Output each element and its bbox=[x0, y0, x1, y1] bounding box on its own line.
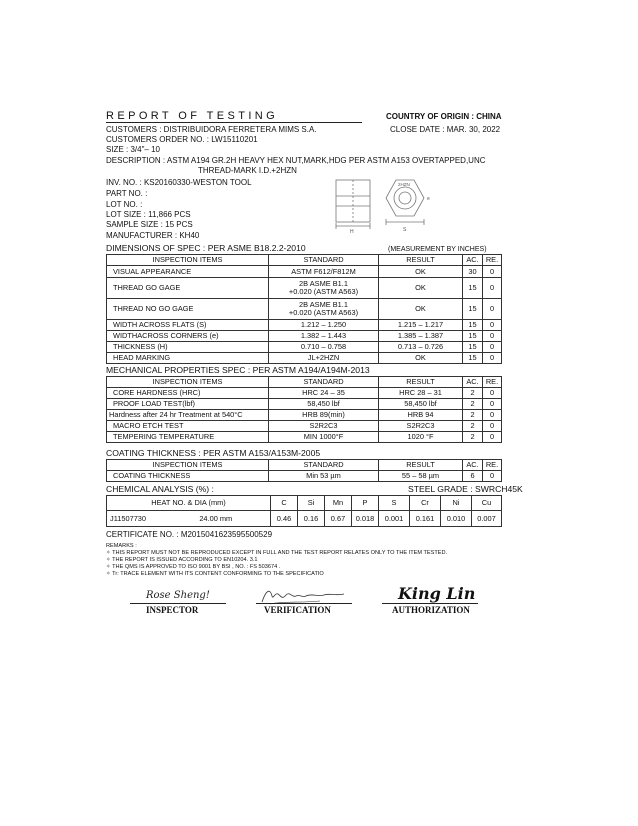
inspector-line bbox=[130, 603, 226, 604]
lot-size: LOT SIZE : 11,866 PCS bbox=[106, 210, 191, 219]
table-header-row bbox=[107, 255, 502, 266]
cell-ac: 2 bbox=[463, 432, 483, 443]
authorization-signature: King Lin bbox=[398, 584, 476, 603]
cell-re: 0 bbox=[483, 432, 502, 443]
column-header: Cu bbox=[472, 496, 502, 511]
remark-line bbox=[106, 557, 258, 564]
cell-re: 0 bbox=[483, 410, 502, 421]
manufacturer: MANUFACTURER : KH40 bbox=[106, 231, 200, 240]
column-header: C bbox=[271, 496, 298, 511]
table-header-row bbox=[107, 377, 502, 388]
cell-standard: Min 53 µm bbox=[269, 471, 379, 482]
coating-table bbox=[106, 459, 502, 482]
cell-item: TEMPERING TEMPERATURE bbox=[107, 432, 269, 443]
value-ni: 0.010 bbox=[441, 511, 472, 527]
verification-label: VERIFICATION bbox=[264, 605, 331, 615]
remark-text: THE REPORT IS ISSUED ACCORDING TO EN10204. 3.1 bbox=[112, 557, 258, 563]
cell-result: 1020 °F bbox=[379, 432, 463, 443]
sample-size: SAMPLE SIZE : 15 PCS bbox=[106, 220, 193, 229]
cell-item: WIDTH ACROSS FLATS (S) bbox=[107, 320, 269, 331]
cell-standard: JL+2HZN bbox=[269, 353, 379, 364]
customers: CUSTOMERS : DISTRIBUIDORA FERRETERA MIMS S.A. bbox=[106, 125, 317, 134]
cell-ac: 15 bbox=[463, 299, 483, 320]
mechanical-table bbox=[106, 376, 502, 443]
mark-label: 2HZN bbox=[398, 182, 410, 187]
remark-line bbox=[106, 571, 324, 578]
table-row bbox=[107, 320, 502, 331]
verification-line bbox=[256, 603, 352, 604]
cell-re: 0 bbox=[483, 278, 502, 299]
cell-re: 0 bbox=[483, 399, 502, 410]
size: SIZE : 3/4"– 10 bbox=[106, 145, 160, 154]
cell-item: COATING THICKNESS bbox=[107, 471, 269, 482]
label-h: H bbox=[350, 229, 354, 235]
steel-grade: STEEL GRADE : SWRCH45K bbox=[408, 484, 523, 494]
standard-line-1: 2B ASME B1.1 bbox=[299, 279, 348, 288]
remarks-heading: REMARKS : bbox=[106, 543, 137, 549]
cell-result: OK bbox=[379, 266, 463, 278]
column-header: RESULT bbox=[379, 460, 463, 471]
chemical-heading: CHEMICAL ANALYSIS (%) : bbox=[106, 484, 214, 494]
cell-re: 0 bbox=[483, 342, 502, 353]
remark-text: THE QMS IS APPROVED TO ISO 9001 BY BSI , NO. : FS 503674 . bbox=[112, 564, 281, 570]
cell-re: 0 bbox=[483, 421, 502, 432]
cell-standard: 1.212 – 1.250 bbox=[269, 320, 379, 331]
nut-side-view bbox=[336, 180, 370, 229]
table-row bbox=[107, 331, 502, 342]
column-header: RE. bbox=[483, 255, 502, 266]
dimensions-table bbox=[106, 254, 502, 364]
column-header: Cr bbox=[410, 496, 441, 511]
cell-result: OK bbox=[379, 299, 463, 320]
inspector-label: INSPECTOR bbox=[146, 605, 199, 615]
cell-result: 1.215 – 1.217 bbox=[379, 320, 463, 331]
cell-re: 0 bbox=[483, 320, 502, 331]
table-header-row bbox=[107, 460, 502, 471]
cell-standard: 0.710 – 0.758 bbox=[269, 342, 379, 353]
cell-result: HRB 94 bbox=[379, 410, 463, 421]
label-e: e bbox=[427, 196, 430, 202]
cell-item: MACRO ETCH TEST bbox=[107, 421, 269, 432]
table-row bbox=[107, 511, 502, 527]
dimensions-heading: DIMENSIONS OF SPEC : PER ASME B18.2.2-2010 bbox=[106, 243, 306, 253]
table-row bbox=[107, 432, 502, 443]
cell-result: OK bbox=[379, 278, 463, 299]
certificate-no: CERTIFICATE NO. : M2015041623595500529 bbox=[106, 530, 273, 539]
column-header: STANDARD bbox=[269, 377, 379, 388]
remark-text: Tr: TRACE ELEMENT WITH ITS CONTENT CONFORMING TO THE SPECIFICATIO bbox=[112, 571, 324, 577]
cell-standard: MIN 1000°F bbox=[269, 432, 379, 443]
report-title: REPORT OF TESTING bbox=[106, 110, 279, 122]
cell-ac: 30 bbox=[463, 266, 483, 278]
table-header-row bbox=[107, 496, 502, 511]
diamond-bullet-icon: ✧ bbox=[106, 564, 113, 570]
column-header: STANDARD bbox=[269, 255, 379, 266]
cell-re: 0 bbox=[483, 266, 502, 278]
description-line-1: DESCRIPTION : ASTM A194 GR.2H HEAVY HEX NUT,MARK,HDG PER ASTM A153 OVERTAPPED,UNC bbox=[106, 156, 486, 165]
column-header: STANDARD bbox=[269, 460, 379, 471]
column-header: INSPECTION ITEMS bbox=[107, 377, 269, 388]
cell-re: 0 bbox=[483, 388, 502, 399]
authorization-line bbox=[382, 603, 478, 604]
cell-result: 55 – 58 µm bbox=[379, 471, 463, 482]
column-header: AC. bbox=[463, 377, 483, 388]
inv-no: INV. NO. : KS20160330-WESTON TOOL bbox=[106, 178, 252, 187]
cell-result: OK bbox=[379, 353, 463, 364]
standard-line-1: 2B ASME B1.1 bbox=[299, 300, 348, 309]
chemical-table bbox=[106, 495, 502, 527]
value-cr: 0.161 bbox=[410, 511, 441, 527]
column-header: INSPECTION ITEMS bbox=[107, 255, 269, 266]
description-line-2: THREAD-MARK I.D.+2HZN bbox=[198, 166, 297, 175]
nut-drawing bbox=[318, 176, 438, 236]
value-si: 0.16 bbox=[298, 511, 325, 527]
table-row bbox=[107, 421, 502, 432]
cell-ac: 15 bbox=[463, 331, 483, 342]
cell-ac: 2 bbox=[463, 388, 483, 399]
table-row bbox=[107, 266, 502, 278]
column-header: AC. bbox=[463, 460, 483, 471]
label-s: S bbox=[403, 227, 407, 233]
cell-ac: 2 bbox=[463, 399, 483, 410]
cell-ac: 15 bbox=[463, 278, 483, 299]
column-header: Mn bbox=[325, 496, 352, 511]
table-row bbox=[107, 353, 502, 364]
standard-line-2: +0.020 (ASTM A563) bbox=[288, 308, 359, 317]
cell-item: THREAD NO GO GAGE bbox=[107, 299, 269, 320]
column-header: RESULT bbox=[379, 255, 463, 266]
cell-re: 0 bbox=[483, 299, 502, 320]
cell-item: WIDTHACROSS CORNERS (e) bbox=[107, 331, 269, 342]
table-row bbox=[107, 388, 502, 399]
value-mn: 0.67 bbox=[325, 511, 352, 527]
cell-item: CORE HARDNESS (HRC) bbox=[107, 388, 269, 399]
table-row bbox=[107, 342, 502, 353]
cell-item: HEAD MARKING bbox=[107, 353, 269, 364]
table-row bbox=[107, 278, 502, 299]
cell-standard: ASTM F612/F812M bbox=[269, 266, 379, 278]
cell-result: S2R2C3 bbox=[379, 421, 463, 432]
cell-re: 0 bbox=[483, 353, 502, 364]
column-header: RE. bbox=[483, 460, 502, 471]
column-header: RESULT bbox=[379, 377, 463, 388]
column-header: S bbox=[379, 496, 410, 511]
cell-item: THREAD GO GAGE bbox=[107, 278, 269, 299]
column-header: AC. bbox=[463, 255, 483, 266]
cell-ac: 15 bbox=[463, 342, 483, 353]
table-row bbox=[107, 299, 502, 320]
cell-result: HRC 28 – 31 bbox=[379, 388, 463, 399]
lot-no: LOT NO. : bbox=[106, 200, 143, 209]
cell-standard bbox=[269, 278, 379, 299]
close-date: CLOSE DATE : MAR. 30, 2022 bbox=[390, 125, 501, 134]
cell-result: 1.385 – 1.387 bbox=[379, 331, 463, 342]
cell-result: 58,450 lbf bbox=[379, 399, 463, 410]
value-c: 0.46 bbox=[271, 511, 298, 527]
diamond-bullet-icon: ✧ bbox=[106, 557, 113, 563]
column-header: RE. bbox=[483, 377, 502, 388]
cell-standard bbox=[269, 299, 379, 320]
value-p: 0.018 bbox=[352, 511, 379, 527]
cell-ac: 6 bbox=[463, 471, 483, 482]
table-row bbox=[107, 399, 502, 410]
column-header: Si bbox=[298, 496, 325, 511]
cell-item: THICKNESS (H) bbox=[107, 342, 269, 353]
table-row bbox=[107, 471, 502, 482]
cell-re: 0 bbox=[483, 331, 502, 342]
authorization-label: AUTHORIZATION bbox=[392, 605, 470, 615]
cell-result: 0.713 – 0.726 bbox=[379, 342, 463, 353]
column-header: P bbox=[352, 496, 379, 511]
diamond-bullet-icon: ✧ bbox=[106, 571, 113, 577]
column-header: INSPECTION ITEMS bbox=[107, 460, 269, 471]
cell-ac: 2 bbox=[463, 410, 483, 421]
column-header: Ni bbox=[441, 496, 472, 511]
diamond-bullet-icon: ✧ bbox=[106, 550, 113, 556]
cell-re: 0 bbox=[483, 471, 502, 482]
customers-order-no: CUSTOMERS ORDER NO. : LW15110201 bbox=[106, 135, 258, 144]
country-of-origin: COUNTRY OF ORIGIN : CHINA bbox=[386, 112, 502, 121]
remark-text: THIS REPORT MUST NOT BE REPRODUCED EXCEPT IN FULL AND THE TEST REPORT RELATES ONLY TO THE ITEM TESTED. bbox=[112, 550, 448, 556]
mechanical-heading: MECHANICAL PROPERTIES SPEC : PER ASTM A194/A194M-2013 bbox=[106, 365, 370, 375]
cell-standard: HRC 24 – 35 bbox=[269, 388, 379, 399]
cell-standard: 1.382 – 1.443 bbox=[269, 331, 379, 342]
cell-item: Hardness after 24 hr Treatment at 540°C bbox=[107, 410, 269, 421]
part-no: PART NO. : bbox=[106, 189, 148, 198]
cell-standard: S2R2C3 bbox=[269, 421, 379, 432]
cell-standard: 58,450 lbf bbox=[269, 399, 379, 410]
inspector-signature: Rose Sheng! bbox=[146, 590, 210, 601]
cell-item: VISUAL APPEARANCE bbox=[107, 266, 269, 278]
title-underline bbox=[106, 122, 362, 123]
cell-standard: HRB 89(min) bbox=[269, 410, 379, 421]
coating-heading: COATING THICKNESS : PER ASTM A153/A153M-2005 bbox=[106, 448, 321, 458]
cell-ac: 15 bbox=[463, 353, 483, 364]
diameter: 24.00 mm bbox=[162, 511, 271, 527]
cell-ac: 2 bbox=[463, 421, 483, 432]
value-cu: 0.007 bbox=[472, 511, 502, 527]
table-row bbox=[107, 410, 502, 421]
heat-no: J11507730 bbox=[107, 511, 162, 527]
standard-line-2: +0.020 (ASTM A563) bbox=[288, 287, 359, 296]
cell-ac: 15 bbox=[463, 320, 483, 331]
column-header: HEAT NO. & DIA (mm) bbox=[107, 496, 271, 511]
value-s: 0.001 bbox=[379, 511, 410, 527]
measurement-note: (MEASUREMENT BY INCHES) bbox=[388, 246, 487, 253]
remark-line bbox=[106, 550, 447, 557]
cell-item: PROOF LOAD TEST(lbf) bbox=[107, 399, 269, 410]
remark-line bbox=[106, 564, 280, 571]
